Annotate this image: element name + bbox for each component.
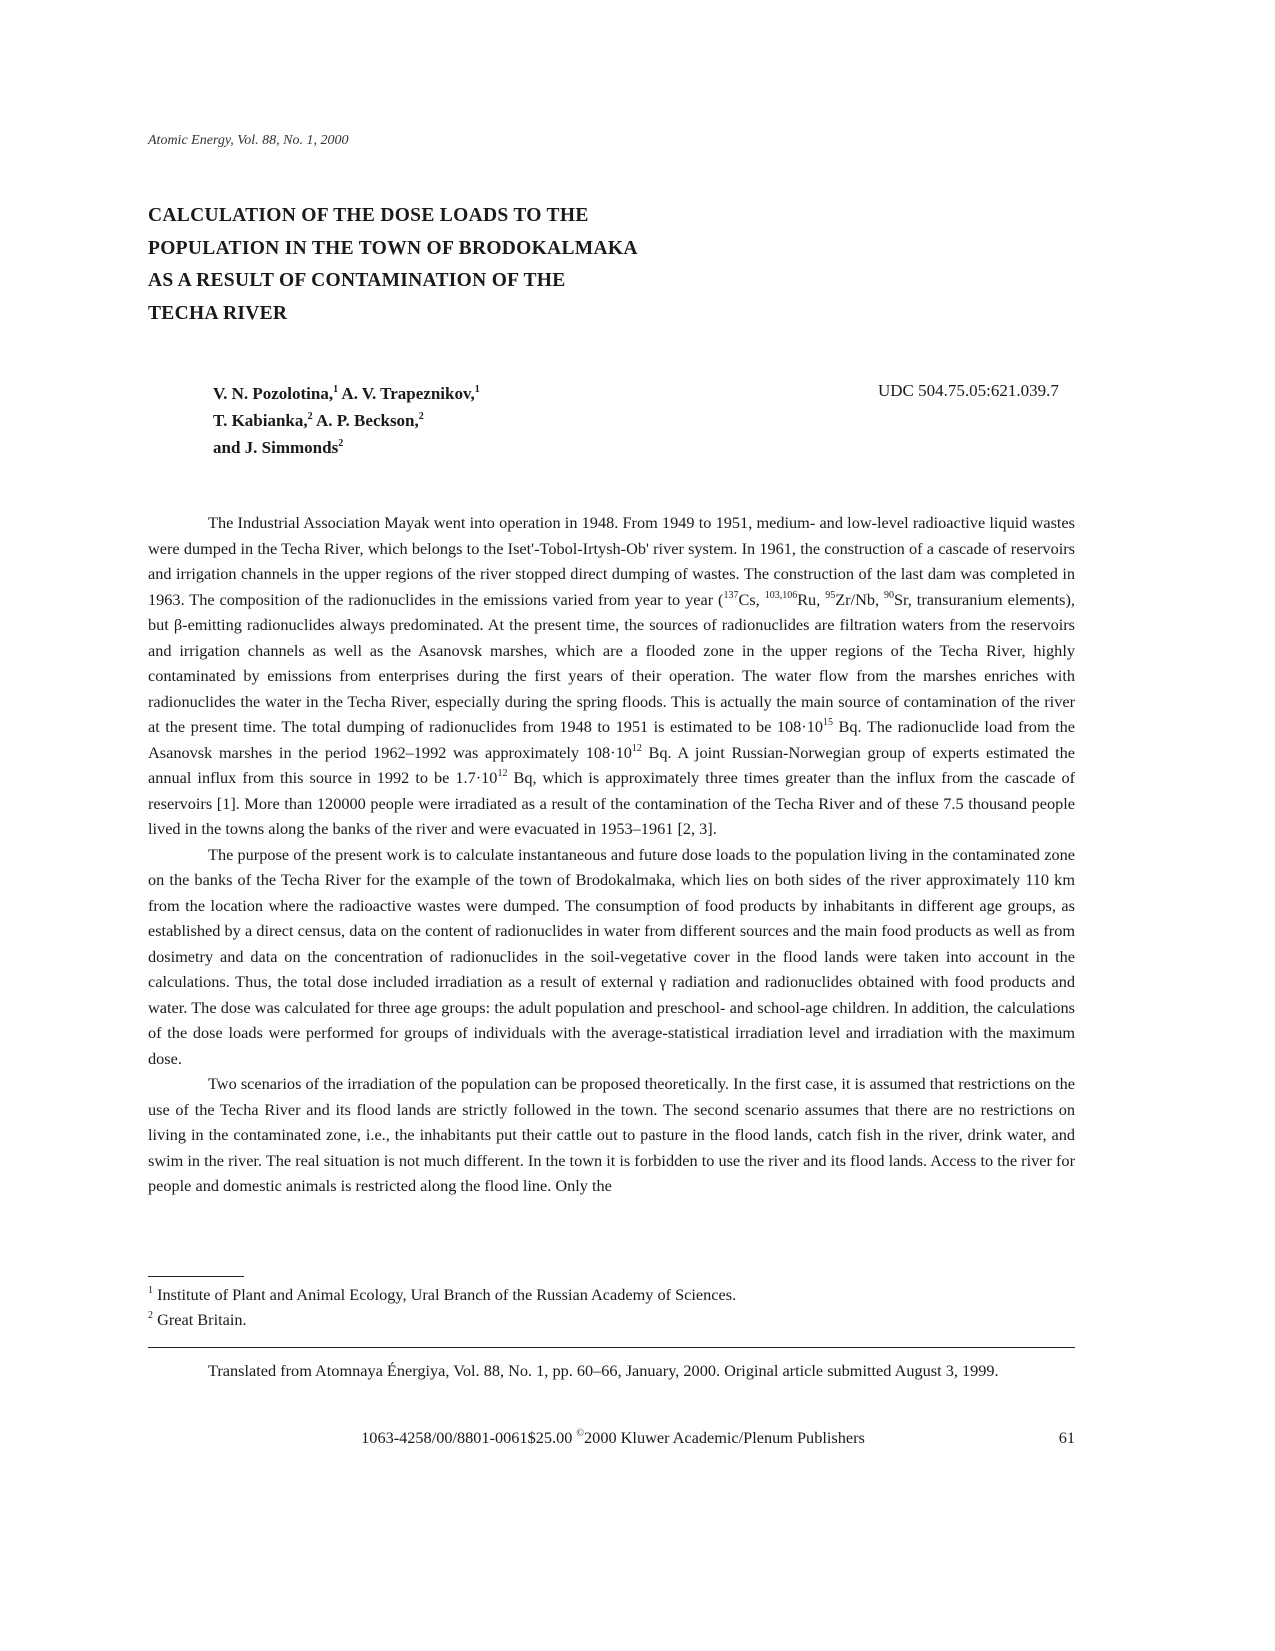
author-name: A. V. Trapeznikov, — [341, 384, 475, 403]
title-line: CALCULATION OF THE DOSE LOADS TO THE — [148, 205, 589, 226]
text-run: Sr, transuranium elements), but β-emitting radionuclides always predominated. At the present time, the sources of radionuclides are filtration waters from the reservoirs and irrigation channels as well as the Asanovsk marshes, which are a flooded zone in the upper regions of the Techa River, highly contaminated by emissions from enterprises during the first years of their operation. The water flow from the marshes enriches with radionuclides the water in the Techa River, especially during the spring floods. This is actually the main source of contamination of the river at the present time. The total dumping of radionuclides from 1948 to 1951 is estimated to be 108·10 — [148, 589, 1075, 736]
translation-note — [148, 1356, 1075, 1385]
superscript: 95 — [825, 589, 836, 601]
affiliation-mark: 1 — [474, 384, 480, 395]
affiliation-mark: 2 — [307, 411, 313, 422]
translation-text: Translated from Atomnaya Énergiya, Vol. 88, No. 1, pp. 60–66, January, 2000. Original article submitted August 3, 1999. — [208, 1361, 999, 1380]
text-run: Two scenarios of the irradiation of the population can be proposed theoretically. In the first case, it is assumed that restrictions on the use of the Techa River and its flood lands are strictly followed in the town. The second scenario assumes that there are no restrictions on living in the contaminated zone, i.e., the inhabitants put their cattle out to pasture in the flood lands, catch fish in the river, drink water, and swim in the river. The real situation is not much different. In the town it is forbidden to use the river and its flood lands. Access to the river for people and domestic animals is restricted along the flood line. Only the — [148, 1074, 1075, 1195]
journal-citation: Atomic Energy, Vol. 88, No. 1, 2000 — [148, 133, 349, 148]
footnote — [148, 1307, 736, 1332]
author-line — [213, 407, 480, 434]
copyright-line — [323, 1428, 903, 1448]
title-line: AS A RESULT OF CONTAMINATION OF THE — [148, 270, 566, 291]
superscript: 103,106 — [764, 589, 798, 601]
footnote — [148, 1282, 736, 1307]
paragraph — [148, 842, 1075, 1072]
article-body — [148, 510, 1075, 1199]
superscript: 12 — [497, 768, 508, 779]
udc-code: UDC 504.75.05:621.039.7 — [878, 381, 1059, 400]
footnote-mark: 1 — [148, 1285, 153, 1296]
author-line — [213, 434, 480, 461]
superscript: 12 — [631, 742, 642, 754]
text-run: The Industrial Association Mayak went into operation in 1948. From 1949 to 1951, medium- and low-level radioactive liquid wastes were dumped in the Techa River, which belongs to the Iset'-Tobol-Irtysh-Ob' river system. In 1961, the construction of a cascade of reservoirs and irrigation channels in the upper regions of the river stopped direct dumping of wastes. The construction of the last dam was completed in 1963. The composition of the radionuclides in the emissions varied from year to year ( — [148, 513, 1075, 609]
affiliation-mark: 1 — [333, 384, 339, 395]
footnote-divider — [148, 1276, 244, 1277]
footnote-text: Great Britain. — [157, 1310, 247, 1329]
text-run: Bq. A joint Russian-Norwegian group of experts estimated the annual influx from this source in 1992 to be 1.7·10 — [148, 742, 1075, 787]
text-run: Cs, — [738, 589, 765, 609]
page-number: 61 — [1058, 1428, 1075, 1447]
author-name: V. N. Pozolotina, — [213, 384, 334, 403]
superscript: 15 — [823, 717, 833, 728]
title-line: TECHA RIVER — [148, 302, 288, 324]
footnote-mark: 2 — [148, 1310, 153, 1321]
paragraph — [148, 510, 1075, 842]
translation-divider — [148, 1347, 1075, 1348]
article-title — [148, 200, 848, 330]
affiliation-mark: 2 — [338, 438, 344, 449]
author-name: T. Kabianka, — [213, 411, 308, 430]
author-line — [213, 380, 480, 407]
text-run: Bq, which is approximately three times greater than the influx from the cascade of reservoirs [1]. More than 120000 people were irradiated as a result of the contamination of the Techa River and of these 7.5 thousand people lived in the towns along the banks of the river and were evacuated in 1953–1961 [2, 3]. — [148, 768, 1076, 838]
superscript: 137 — [723, 589, 739, 601]
author-list — [213, 380, 480, 461]
footnotes — [148, 1282, 736, 1332]
text-run: The purpose of the present work is to calculate instantaneous and future dose loads to the population living in the contaminated zone on the banks of the Techa River for the example of the town of Brodokalmaka, which lies on both sides of the river approximately 110 km from the location where the radioactive wastes were dumped. The consumption of food products by inhabitants in different age groups, as established by a direct census, data on the content of radionuclides in water from different sources and the main food products as well as from dosimetry and data on the concentration of radionuclides in the soil-vegetative cover in the flood lands were taken into account in the calculations. Thus, the total dose included irradiation as a result of external γ radiation and radionuclides obtained with food products and water. The dose was calculated for three age groups: the adult population and preschool- and school-age children. In addition, the calculations of the dose loads were performed for groups of individuals with the average-statistical irradiation level and irradiation with the maximum dose. — [148, 844, 1075, 1068]
footnote-text: Institute of Plant and Animal Ecology, Ural Branch of the Russian Academy of Sciences. — [157, 1285, 737, 1304]
text-run: Zr/Nb, — [835, 589, 884, 609]
superscript: 90 — [883, 589, 894, 601]
text-run: Ru, — [797, 589, 826, 609]
title-line: POPULATION IN THE TOWN OF BRODOKALMAKA — [148, 237, 638, 259]
paragraph — [148, 1071, 1075, 1199]
text-run: Bq. The radionuclide load from the Asanovsk marshes in the period 1962–1992 was approximately 108·10 — [148, 717, 1075, 762]
issn-code: 1063-4258/00/8801-0061$25.00 — [361, 1428, 577, 1447]
publisher: 2000 Kluwer Academic/Plenum Publishers — [584, 1428, 865, 1447]
author-name: A. P. Beckson, — [315, 411, 419, 430]
affiliation-mark: 2 — [418, 411, 424, 422]
author-name: and J. Simmonds — [213, 438, 339, 457]
copyright-mark: © — [576, 1428, 585, 1439]
